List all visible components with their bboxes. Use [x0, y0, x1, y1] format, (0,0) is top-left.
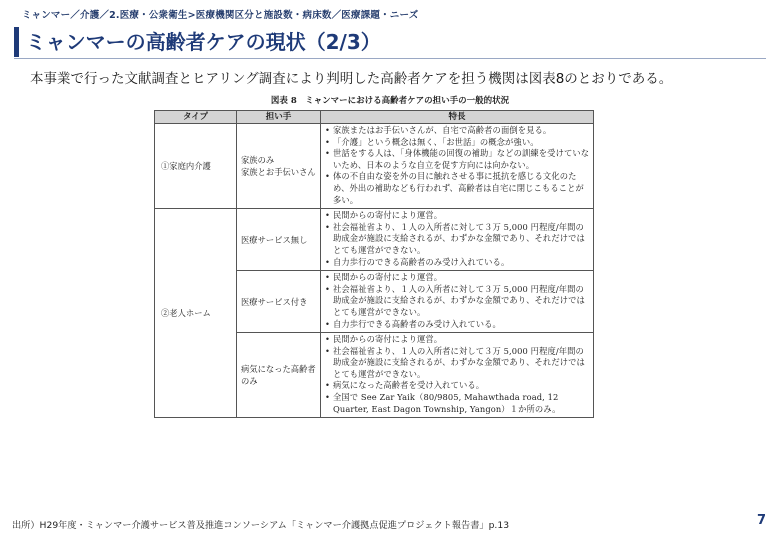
page-number: 7	[756, 513, 766, 528]
feature-item: • 病気になった高齢者を受け入れている。	[324, 380, 590, 392]
column-header-type: タイプ	[155, 111, 237, 124]
holder-line: 病気になった高齢者のみ	[241, 364, 316, 387]
cell-holder	[237, 124, 321, 209]
table-row	[155, 209, 594, 271]
feature-list	[324, 210, 590, 268]
feature-item: • 民間からの寄付により運営。	[324, 210, 590, 222]
title-divider	[14, 58, 766, 59]
page-title: ミャンマーの高齢者ケアの現状（2/3）	[26, 30, 381, 54]
cell-type: ②老人ホーム	[155, 209, 237, 418]
breadcrumb: ミャンマー／介護／2.医療・公衆衛生>医療機関区分と施設数・病床数／医療課題・ニーズ	[22, 10, 419, 21]
holder-line: 家族とお手伝いさん	[241, 167, 316, 178]
table-body	[155, 124, 594, 418]
cell-features	[321, 209, 594, 271]
source-note: 出所）H29年度・ミャンマー介護サービス普及推進コンソーシアム「ミャンマー介護拠点促進プロジェクト報告書」p.13	[12, 520, 510, 531]
feature-item: • 世話をする人は、「身体機能の回復の補助」などの訓練を受けていないため、日本のような自立を促す方向には向かない。	[324, 148, 590, 171]
cell-features	[321, 124, 594, 209]
feature-list	[324, 125, 590, 206]
feature-list	[324, 334, 590, 415]
feature-item: • 家族またはお手伝いさんが、自宅で高齢者の面倒を見る。	[324, 125, 590, 137]
feature-list	[324, 272, 590, 330]
table-header-row	[155, 111, 594, 124]
feature-item: • 社会福祉省より、１人の入所者に対して３万 5,000 円程度/年間の助成金が施設に支給されるが、わずかな金額であり、それだけではとても運営ができない。	[324, 346, 590, 381]
intro-text: 本事業で行った文献調査とヒアリング調査により判明した高齢者ケアを担う機関は図表8のとおりである。	[30, 71, 673, 87]
feature-item: • 自力歩行できる高齢者のみ受け入れている。	[324, 319, 590, 331]
feature-item: • 体の不自由な姿を外の目に触れさせる事に抵抗を感じる文化のため、外出の補助なども行われず、高齢者は自宅に閉じこもることが多い。	[324, 171, 590, 206]
cell-features	[321, 271, 594, 333]
feature-item: • 社会福祉省より、１人の入所者に対して３万 5,000 円程度/年間の助成金が施設に支給されるが、わずかな金額であり、それだけではとても運営ができない。	[324, 222, 590, 257]
cell-type: ①家庭内介護	[155, 124, 237, 209]
feature-item: • 全国で See Zar Yaik（80/9805, Mahawthada road, 12 Quarter, East Dagon Township, Yangon）１か所のみ。	[324, 392, 590, 415]
table-row	[155, 124, 594, 209]
holder-line: 家族のみ	[241, 155, 275, 166]
care-providers-table	[154, 110, 594, 418]
column-header-features: 特長	[321, 111, 594, 124]
feature-item: • 民間からの寄付により運営。	[324, 272, 590, 284]
column-header-holder: 担い手	[237, 111, 321, 124]
cell-holder	[237, 333, 321, 418]
feature-item: • 社会福祉省より、１人の入所者に対して３万 5,000 円程度/年間の助成金が施設に支給されるが、わずかな金額であり、それだけではとても運営ができない。	[324, 284, 590, 319]
feature-item: • 自力歩行のできる高齢者のみ受け入れている。	[324, 257, 590, 269]
table-header	[155, 111, 594, 124]
cell-features	[321, 333, 594, 418]
cell-holder	[237, 209, 321, 271]
feature-item: • 「介護」という概念は無く、「お世話」の概念が強い。	[324, 137, 590, 149]
figure-caption: 図表 8 ミャンマーにおける高齢者ケアの担い手の一般的状況	[270, 96, 510, 106]
feature-item: • 民間からの寄付により運営。	[324, 334, 590, 346]
title-accent-bar	[14, 27, 19, 57]
holder-line: 医療サービス付き	[241, 296, 308, 307]
cell-holder	[237, 271, 321, 333]
holder-line: 医療サービス無し	[241, 234, 308, 245]
